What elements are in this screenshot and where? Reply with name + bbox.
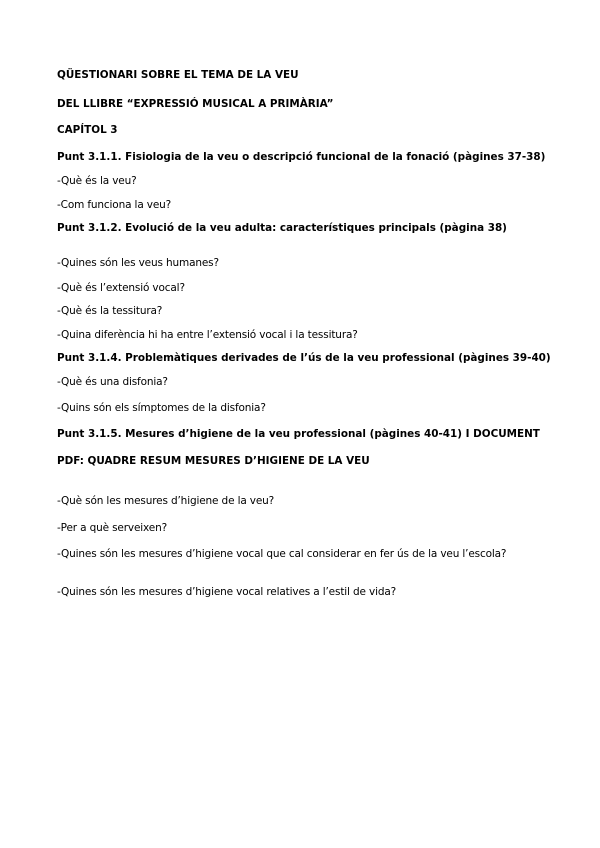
- section-heading-3-1-2: Punt 3.1.2. Evolució de la veu adulta: característiques principals (pàgina 38): [57, 222, 507, 234]
- title-line-1: QÜESTIONARI SOBRE EL TEMA DE LA VEU: [57, 69, 299, 81]
- question-item: -Què és l’extensió vocal?: [57, 282, 185, 294]
- question-item: -Quines són les mesures d’higiene vocal relatives a l’estil de vida?: [57, 586, 397, 598]
- question-item: -Com funciona la veu?: [57, 199, 172, 211]
- question-item: -Quines són les veus humanes?: [57, 257, 219, 269]
- question-item: -Quins són els símptomes de la disfonia?: [57, 402, 266, 414]
- section-heading-3-1-5-continued: PDF: QUADRE RESUM MESURES D’HIGIENE DE LA VEU: [57, 455, 370, 467]
- question-item: -Quina diferència hi ha entre l’extensió vocal i la tessitura?: [57, 329, 358, 341]
- section-heading-3-1-5: Punt 3.1.5. Mesures d’higiene de la veu professional (pàgines 40-41) I DOCUMENT: [57, 428, 540, 440]
- question-item: -Què és la veu?: [57, 175, 137, 187]
- question-item: -Què és una disfonia?: [57, 376, 168, 388]
- title-line-2: DEL LLIBRE “EXPRESSIÓ MUSICAL A PRIMÀRIA”: [57, 98, 334, 110]
- question-item: -Quines són les mesures d’higiene vocal que cal considerar en fer ús de la veu l’escola?: [57, 548, 507, 560]
- section-heading-3-1-4: Punt 3.1.4. Problemàtiques derivades de l’ús de la veu professional (pàgines 39-40): [57, 352, 551, 364]
- question-item: -Per a què serveixen?: [57, 522, 168, 534]
- chapter-heading: CAPÍTOL 3: [57, 124, 118, 136]
- section-heading-3-1-1: Punt 3.1.1. Fisiologia de la veu o descripció funcional de la fonació (pàgines 37-38): [57, 151, 546, 163]
- question-item: -Què són les mesures d’higiene de la veu?: [57, 495, 275, 507]
- question-item: -Què és la tessitura?: [57, 305, 163, 317]
